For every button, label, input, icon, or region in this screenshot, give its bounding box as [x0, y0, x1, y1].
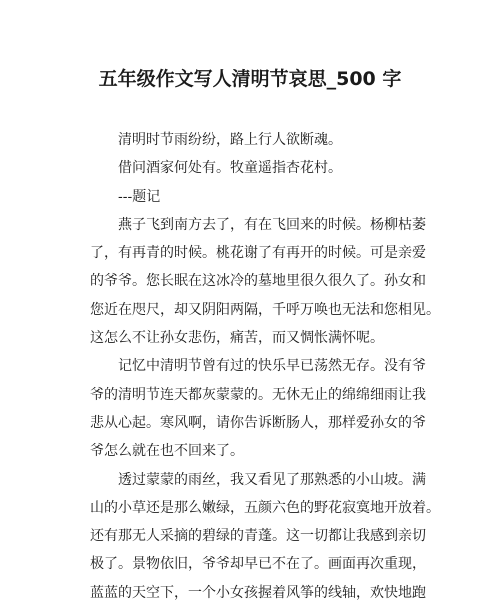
text-line: 燕子飞到南方去了，有在飞回来的时候。杨柳枯萎 [118, 216, 426, 233]
text-line: 这怎么不让孙女悲伤，痛苦，而又惆怅满怀呢。 [90, 330, 384, 347]
text-line: 借问酒家何处有。牧童遥指杏花村。 [118, 160, 342, 177]
text-line: 您近在咫尺，却又阴阳两隔，千呼万唤也无法和您相见。 [90, 301, 440, 318]
text-line: 爷的清明节连天都灰蒙蒙的。无休无止的绵绵细雨让我 [90, 386, 426, 403]
text-line: 记忆中清明节曾有过的快乐早已荡然无存。没有爷 [118, 358, 426, 375]
text-line: ---题记 [118, 188, 161, 205]
text-line: 还有那无人采摘的碧绿的青蓬。这一切都让我感到亲切 [90, 528, 426, 545]
text-line: 山的小草还是那么嫩绿，五颜六色的野花寂寞地开放着。 [90, 499, 440, 516]
text-line: 蓝蓝的天空下，一个小女孩握着风筝的线轴，欢快地跑 [90, 584, 426, 601]
document-body [90, 126, 440, 607]
text-line: 透过蒙蒙的雨丝，我又看见了那熟悉的小山坡。满 [118, 471, 426, 488]
text-line: 了，有再青的时候。桃花谢了有再开的时候。可是亲爱 [90, 245, 426, 262]
document-title: 五年级作文写人清明节哀思_500 字 [98, 68, 402, 90]
text-line: 清明时节雨纷纷，路上行人欲断魂。 [118, 132, 342, 148]
text-line: 的爷爷。您长眠在这冰冷的墓地里很久很久了。孙女和 [90, 273, 426, 290]
text-line: 爷怎么就在也不回来了。 [90, 443, 244, 460]
text-line: 极了。景物依旧，爷爷却早已不在了。画面再次重现， [90, 556, 426, 573]
text-line: 悲从心起。寒风啊，请你告诉断肠人，那样爱孙女的爷 [90, 414, 426, 431]
